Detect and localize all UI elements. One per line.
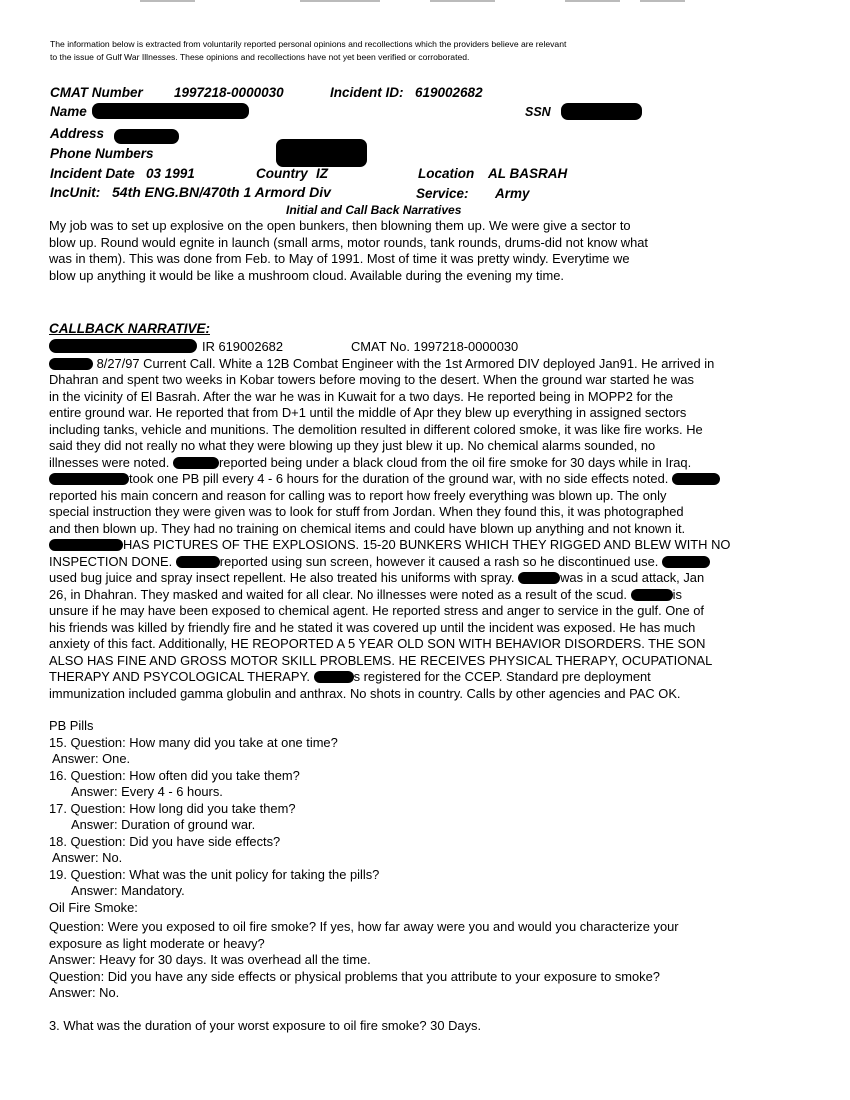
incunit-label: IncUnit: bbox=[50, 185, 101, 200]
callback-line: reported his main concern and reason for calling was to report how freely everything was blown up. The only bbox=[49, 487, 667, 503]
callback-line: immunization included gamma globulin and anthrax. No shots in country. Calls by other agencies and PAC OK. bbox=[49, 685, 681, 701]
service-label: Service: bbox=[416, 186, 469, 201]
narrative-line: blow up. Round would egnite in launch (small arms, motor rounds, tank rounds, drums-did not know what bbox=[49, 234, 648, 250]
disclaimer: The information below is extracted from voluntarily reported personal opinions and recollections which the providers believe are relevant to the issue of Gulf War Illnesses. These opinions and recollections have not yet been verified or corroborated. bbox=[50, 39, 567, 62]
location-label: Location bbox=[418, 166, 475, 181]
section-title: Initial and Call Back Narratives bbox=[286, 203, 462, 217]
callback-line: including tanks, vehicle and munitions. The demolition resulted in different colored smoke, it was like fire works. He bbox=[49, 421, 703, 437]
scan-artifact bbox=[430, 0, 495, 2]
narrative-line: My job was to set up explosive on the open bunkers, then blowning them up. We were give a sector to bbox=[49, 218, 631, 233]
pb-pills-title: PB Pills bbox=[49, 718, 94, 733]
service-value: Army bbox=[495, 186, 530, 201]
answer-16: Answer: Every 4 - 6 hours. bbox=[71, 784, 223, 799]
oil-answer-1: Answer: Heavy for 30 days. It was overhead all the time. bbox=[49, 952, 371, 967]
callback-line: and then blown up. They had no training on chemical items and could have blown up anything and not known it. bbox=[49, 520, 686, 536]
callback-line: 8/27/97 Current Call. White a 12B Combat Engineer with the 1st Armored DIV deployed Jan91. He arrived in bbox=[49, 356, 714, 372]
redaction bbox=[672, 473, 720, 485]
country-value: IZ bbox=[316, 166, 328, 181]
callback-line: entire ground war. He reported that from D+1 until the middle of Apr they blew up everything in assigned sectors bbox=[49, 405, 687, 420]
answer-15: Answer: One. bbox=[52, 751, 131, 766]
cmat-label: CMAT Number bbox=[50, 85, 143, 100]
callback-line: illnesses were noted. reported being under a black cloud from the oil fire smoke for 30 days while in Iraq. bbox=[49, 454, 692, 470]
redaction bbox=[314, 671, 354, 683]
redaction bbox=[518, 572, 560, 584]
redaction-name bbox=[92, 103, 249, 119]
answer-19: Answer: Mandatory. bbox=[71, 883, 185, 898]
callback-line: 26, in Dhahran. They masked and waited for all clear. No illnesses were noted as a result of the scud. is bbox=[49, 586, 682, 602]
callback-line: INSPECTION DONE. reported using sun screen, however it caused a rash so he discontinued use. bbox=[49, 554, 710, 570]
redaction-address bbox=[114, 129, 179, 144]
callback-line: anxiety of this fact. Additionally, HE REOPORTED A 5 YEAR OLD SON WITH BEHAVIOR DISORDERS. THE SON bbox=[49, 636, 706, 651]
narrative-line: blow up anything it would be like a mushroom cloud. Available during the evening my time. bbox=[49, 267, 564, 283]
redaction-ssn bbox=[561, 103, 642, 120]
redaction bbox=[631, 589, 673, 601]
question-3: 3. What was the duration of your worst exposure to oil fire smoke? 30 Days. bbox=[49, 1018, 482, 1033]
scan-artifact bbox=[140, 0, 195, 2]
address-label: Address bbox=[50, 126, 105, 141]
callback-line: unsure if he may have been exposed to chemical agent. He reported stress and anger to service in the gulf. One of bbox=[49, 603, 704, 618]
scan-artifact bbox=[300, 0, 380, 2]
redaction bbox=[173, 457, 219, 469]
callback-line: ALSO HAS FINE AND GROSS MOTOR SKILL PROBLEMS. HE RECEIVES PHYSICAL THERAPY, OCUPATIONAL bbox=[49, 652, 713, 668]
callback-line: HAS PICTURES OF THE EXPLOSIONS. 15-20 BUNKERS WHICH THEY RIGGED AND BLEW WITH NO bbox=[49, 537, 730, 553]
callback-line: used bug juice and spray insect repellent. He also treated his uniforms with spray. was in a scud attack, Jan bbox=[49, 570, 705, 585]
callback-line: THERAPY AND PSYCOLOGICAL THERAPY. s registered for the CCEP. Standard pre deployment bbox=[49, 669, 651, 684]
callback-ir: IR 619002682 bbox=[202, 339, 283, 354]
scan-artifact bbox=[565, 0, 620, 2]
question-17: 17. Question: How long did you take them? bbox=[49, 800, 296, 816]
redaction-phone bbox=[276, 139, 367, 167]
callback-line: in the vicinity of El Basrah. After the war he was in Kuwait for a two days. He reported being in MOPP2 for the bbox=[49, 388, 674, 404]
redaction bbox=[662, 556, 710, 568]
oil-question-1: Question: Were you exposed to oil fire smoke? If yes, how far away were you and would you characterize your bbox=[49, 919, 679, 934]
ssn-label: SSN bbox=[525, 105, 551, 119]
cmat-value: 1997218-0000030 bbox=[174, 85, 284, 100]
oil-question-2: Question: Did you have any side effects or physical problems that you attribute to your exposure to smoke? bbox=[49, 968, 660, 984]
incident-id-label: Incident ID: bbox=[330, 85, 404, 100]
callback-line: said they did not really no what they were blowing up they just blew it up. No chemical alarms sounded, no bbox=[49, 438, 656, 453]
redaction bbox=[49, 358, 93, 370]
narrative-line: was in them). This was done from Feb. to May of 1991. Most of time it was pretty windy. Everytime we bbox=[49, 251, 630, 266]
answer-18: Answer: No. bbox=[52, 850, 123, 865]
callback-line: special instruction they were given was to look for stuff from Jordan. When they found this, it was photographed bbox=[49, 504, 684, 519]
location-value: AL BASRAH bbox=[488, 166, 568, 181]
callback-line: Dhahran and spent two weeks in Kobar towers before moving to the desert. When the ground war started he was bbox=[49, 372, 694, 387]
answer-17: Answer: Duration of ground war. bbox=[71, 817, 256, 832]
name-label: Name bbox=[50, 104, 87, 119]
incident-id-value: 619002682 bbox=[415, 85, 483, 100]
oil-answer-2: Answer: No. bbox=[49, 985, 120, 1000]
redaction bbox=[176, 556, 220, 568]
redaction bbox=[49, 473, 129, 485]
phone-label: Phone Numbers bbox=[50, 146, 154, 161]
question-19: 19. Question: What was the unit policy for taking the pills? bbox=[49, 866, 380, 882]
question-18: 18. Question: Did you have side effects? bbox=[49, 833, 281, 849]
callback-cmat: CMAT No. 1997218-0000030 bbox=[351, 339, 519, 354]
question-16: 16. Question: How often did you take them? bbox=[49, 767, 300, 783]
incunit-value: 54th ENG.BN/470th 1 Armord Div bbox=[112, 184, 331, 200]
callback-title: CALLBACK NARRATIVE: bbox=[49, 321, 210, 336]
question-15: 15. Question: How many did you take at one time? bbox=[49, 734, 338, 750]
country-label: Country bbox=[256, 166, 308, 181]
redaction-callback-name bbox=[49, 339, 197, 353]
callback-line: took one PB pill every 4 - 6 hours for the duration of the ground war, with no side effects noted. bbox=[49, 471, 720, 487]
oil-question-1-cont: exposure as light moderate or heavy? bbox=[49, 935, 265, 951]
callback-line: his friends was killed by friendly fire and he stated it was covered up until the incident was exposed. He has much bbox=[49, 619, 696, 635]
redaction bbox=[49, 539, 123, 551]
incident-date-label: Incident Date bbox=[50, 166, 135, 181]
incident-date-value: 03 1991 bbox=[146, 166, 195, 181]
scan-artifact bbox=[640, 0, 685, 2]
oil-fire-title: Oil Fire Smoke: bbox=[49, 899, 138, 915]
